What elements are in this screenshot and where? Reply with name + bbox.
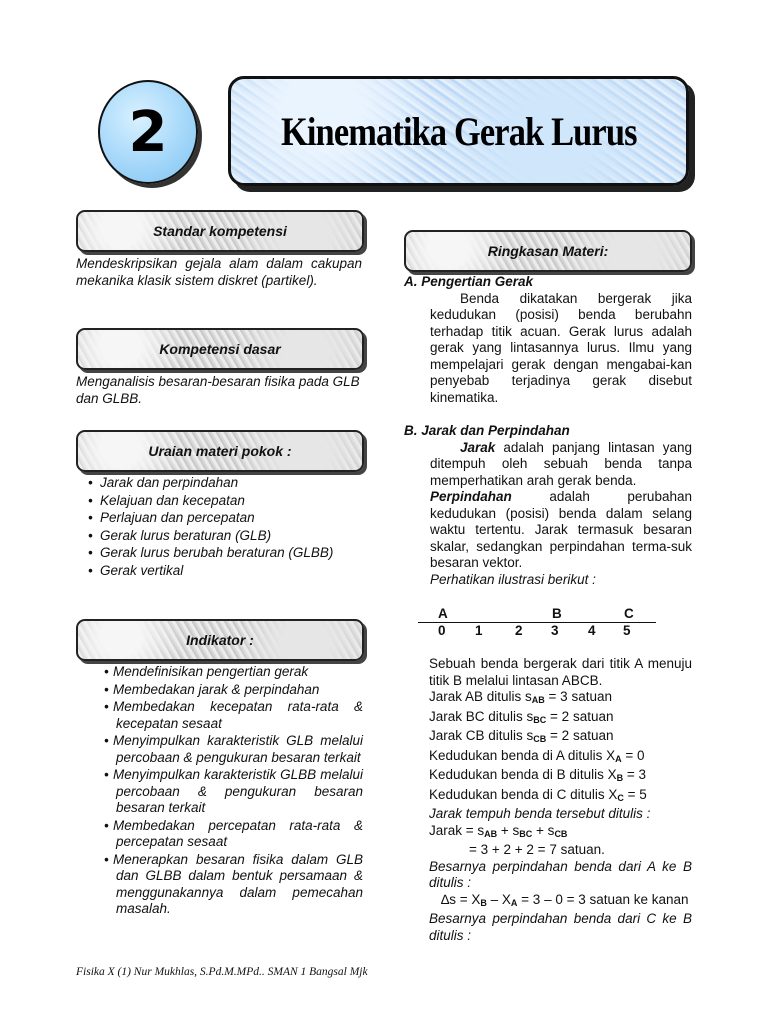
jarak-bc: Jarak BC ditulis $s_{BC} = 2$ satuan [429, 708, 614, 725]
list-item: • Menyimpulkan karakteristik GLBB melalui percobaan & pengukuran besaran besaran terkait [104, 767, 363, 815]
standar-kompetensi-header: Standar kompetensi [76, 210, 364, 252]
tick-label: 4 [588, 623, 596, 638]
list-item: • Kelajuan dan kecepatan [88, 492, 245, 508]
perpindahan-definition: Perpindahan adalah perubahan kedudukan (posisi) benda dalam selang waktu tertentu. Jarak termasuk besaran skalar, sedangkan perpindahan terma-suk besaran vektor. [430, 489, 692, 570]
chapter-number: 2 [128, 99, 168, 165]
point-label-c: C [624, 606, 634, 621]
indikator-header: Indikator : [76, 619, 364, 661]
example-block [429, 656, 692, 944]
list-item: • Membedakan jarak & perpindahan [104, 681, 320, 697]
list-item: • Menyimpulkan karakteristik GLB melalui percobaan & pengukuran besaran terkait [104, 733, 363, 765]
example-intro: Sebuah benda bergerak dari titik A menuju titik B melalui lintasan ABCB. [429, 656, 692, 688]
kedudukan-b: Kedudukan benda di B ditulis $X_B = 3$ [429, 767, 647, 783]
list-item: • Membedakan kecepatan rata-rata & kecepatan sesaat [104, 699, 363, 731]
uraian-materi-header: Uraian materi pokok : [76, 430, 364, 472]
chapter-title: Kinematika Gerak Lurus [280, 108, 637, 154]
jarak-result: = 3 + 2 + 2 = 7 satuan. [469, 842, 605, 857]
perpindahan-cb-caption: Besarnya perpindahan benda dari C ke B ditulis : [429, 911, 692, 943]
tick-label: 5 [623, 623, 631, 638]
kompetensi-dasar-text: Menganalisis besaran-besaran fisika pada GLB dan GLBB. [76, 374, 360, 406]
jarak-definition: Jarak adalah panjang lintasan yang ditempuh oleh sebuah benda tanpa memperhatikan arah gerak benda. [430, 439, 692, 488]
point-label-a: A [438, 606, 448, 621]
page-footer: Fisika X (1) Nur Mukhlas, S.Pd.M.MPd.. SMAN 1 Bangsal Mjk [76, 966, 368, 978]
perpindahan-ab-caption: Besarnya perpindahan benda dari A ke B ditulis : [429, 858, 692, 890]
section-b-heading: B. Jarak dan Perpindahan [404, 423, 570, 438]
ilustrasi-caption: Perhatikan ilustrasi berikut : [430, 571, 596, 587]
section-a [404, 274, 692, 406]
perpindahan-delta: $\Delta s = X_B - X_A = 3 - 0 = 3$ satuan ke kanan [441, 891, 689, 908]
list-item: • Gerak lurus beraturan (GLB) [88, 527, 272, 543]
list-item: • Mendefinisikan pengertian gerak [104, 664, 309, 679]
kedudukan-c: Kedudukan benda di C ditulis $X_C = 5$ [429, 786, 647, 803]
list-item: • Gerak lurus berubah beraturan (GLBB) [88, 545, 334, 560]
kedudukan-a: Kedudukan benda di A ditulis $X_A = 0$ [429, 747, 645, 764]
standar-kompetensi-text: Mendeskripsikan gejala alam dalam cakupan mekanika klasik sistem diskret (partikel). [76, 256, 362, 288]
chapter-title-box [228, 76, 689, 186]
section-a-text: Benda dikatakan bergerak jika kedudukan (posisi) benda berubahn terhadap titik acuan. Gerak lurus adalah gerak yang lintasannya lurus. Ilmu yang mempelajari gerak dengan mengabai-kan penyebab terjadinya gerak disebut kinematika. [430, 290, 692, 405]
tick-label: 3 [551, 623, 559, 638]
jarak-cb: Jarak CB ditulis $s_{CB} = 2$ satuan [429, 728, 614, 744]
point-label-b: B [552, 606, 562, 621]
kompetensi-dasar-header: Kompetensi dasar [76, 328, 364, 370]
tick-label: 0 [438, 623, 446, 638]
jarak-ab: Jarak AB ditulis $s_{AB} = 3$ satuan [429, 689, 612, 705]
list-item: • Jarak dan perpindahan [88, 475, 239, 490]
section-a-heading: A. Pengertian Gerak [404, 274, 534, 289]
number-line-axis [418, 622, 656, 623]
section-b-body [404, 440, 692, 589]
jarak-tempuh-caption: Jarak tempuh benda tersebut ditulis : [429, 806, 651, 821]
list-item: • Menerapkan besaran fisika dalam GLB dan GLBB dalam bentuk persamaan & menggunakannya dalam pemecahan masalah. [104, 851, 363, 916]
list-item: • Gerak vertikal [88, 562, 184, 578]
list-item: • Perlajuan dan percepatan [88, 510, 255, 525]
chapter-number-circle [98, 80, 198, 184]
jarak-sum: Jarak = $s_{AB} + s_{BC} + s_{CB}$ [429, 822, 568, 839]
indikator-list [88, 664, 363, 919]
list-item: • Membedakan percepatan rata-rata & percepatan sesaat [104, 817, 363, 849]
tick-label: 1 [475, 623, 483, 638]
uraian-materi-list [88, 474, 368, 579]
ringkasan-materi-header: Ringkasan Materi: [404, 230, 692, 272]
tick-label: 2 [515, 623, 523, 638]
section-b [404, 423, 692, 588]
